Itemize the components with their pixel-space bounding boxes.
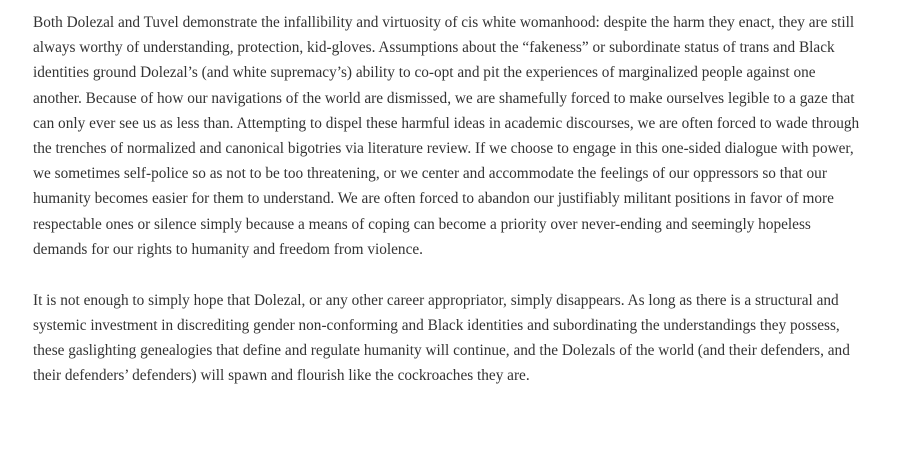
article-body [33,10,863,388]
paragraph-2: It is not enough to simply hope that Dolezal, or any other career appropriator, simply disappears. As long as there is a structural and systemic investment in discrediting gender non-conforming and Black identities and subordinating the understandings they possess, these gaslighting genealogies that define and regulate humanity will continue, and the Dolezals of the world (and their defenders, and their defenders’ defenders) will spawn and flourish like the cockroaches they are. [33,291,850,385]
paragraph-1: Both Dolezal and Tuvel demonstrate the infallibility and virtuosity of cis white womanhood: despite the harm they enact, they are still always worthy of understanding, protection, kid-gloves. Assumptions about the “fakeness” or subordinate status of trans and Black identities ground Dolezal’s (and white supremacy’s) ability to co-opt and pit the experiences of marginalized people against one another. Because of how our navigations of the world are dismissed, we are shamefully forced to make ourselves legible to a gaze that can only ever see us as less than. Attempting to dispel these harmful ideas in academic discourses, we are often forced to wade through the trenches of normalized and canonical bigotries via literature review. If we choose to engage in this one-sided dialogue with power, we sometimes self-police so as not to be too threatening, or we center and accommodate the feelings of our oppressors so that our humanity becomes easier for them to understand. We are often forced to abandon our justifiably militant positions in favor of more respectable ones or silence simply because a means of coping can become a priority over never-ending and seemingly hopeless demands for our rights to humanity and freedom from violence. [33,14,860,258]
